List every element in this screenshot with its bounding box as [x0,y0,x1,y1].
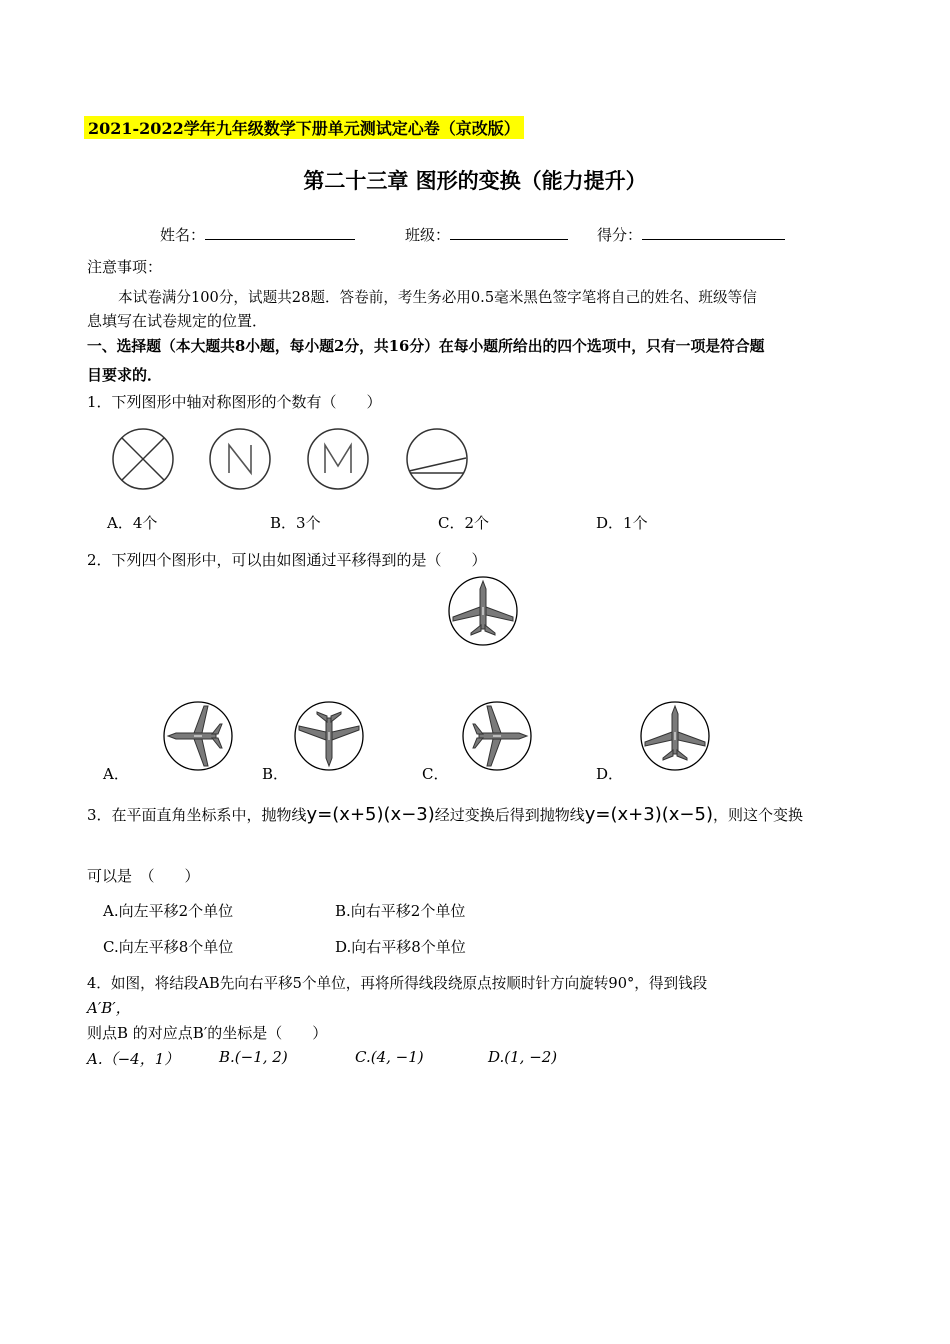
q1-option-d[interactable]: D．1个 [596,514,648,532]
q3-option-c[interactable]: C.向左平移8个单位 [103,938,234,956]
q1-stem: 1．下列图形中轴对称图形的个数有（ ） [87,393,382,411]
q3-stem-c: ，则这个变换 [712,806,803,824]
q2-option-d[interactable]: D． [596,765,624,783]
q3-stem [87,804,803,825]
q3-equation-2: y=(x+3)(x−5) [584,804,713,825]
q4-stem-line2: A′B′， [87,999,131,1017]
notes-line-2: 息填写在试卷规定的位置． [87,312,268,330]
q4-stem-line3: 则点B 的对应点B′的坐标是（ ） [87,1024,328,1042]
q3-stem-line2: 可以是 （ ） [87,867,200,885]
q2-option-a[interactable]: A． [103,765,129,783]
exam-title: 2021-2022学年九年级数学下册单元测试定心卷（京改版） [84,116,524,139]
q1-option-b[interactable]: B．3个 [270,514,321,532]
section1-line-1: 一、选择题（本大题共8小题，每小题2分，共16分）在每小题所给出的四个选项中，只有一项是符合题 [87,338,765,355]
q2-plane-a [164,702,232,770]
class-label: 班级： [405,226,451,244]
q4-option-b[interactable]: B.(−1, 2) [219,1048,288,1066]
q3-option-b[interactable]: B.向右平移2个单位 [335,902,466,920]
chapter-title: 第二十三章 图形的变换（能力提升） [303,168,647,193]
q4-option-c[interactable]: C.(4, −1) [355,1048,424,1066]
q2-plane-d [641,702,709,770]
q2-stem: 2．下列四个图形中，可以由如图通过平移得到的是（ ） [87,551,487,569]
notes-heading: 注意事项： [87,258,163,276]
q2-plane-c [463,702,531,770]
q3-stem-a: 3．在平面直角坐标系中，抛物线 [87,806,307,824]
q3-equation-1: y=(x+5)(x−3) [306,804,435,825]
section1-line-2: 目要求的． [87,366,163,384]
q2-option-b[interactable]: B． [262,765,289,783]
q3-option-a[interactable]: A.向左平移2个单位 [103,902,234,920]
q3-stem-b: 经过变换后得到抛物线 [434,806,585,824]
q1-option-c[interactable]: C．2个 [438,514,490,532]
q3-option-d[interactable]: D.向右平移8个单位 [335,938,466,956]
q4-option-d[interactable]: D.(1, −2) [488,1048,558,1066]
q2-option-c[interactable]: C． [422,765,449,783]
q2-original-plane [449,577,517,645]
q4-stem-line1: 4．如图，将结段AB先向右平移5个单位，再将所得线段绕原点按顺时针方向旋转90°，得到钱段 [87,975,708,992]
name-label: 姓名： [160,226,206,244]
notes-line-1: 本试卷满分100分，试题共28题．答卷前，考生务必用0.5毫米黑色签字笔将自己的姓名、班级等信 [118,289,757,306]
score-label: 得分： [597,226,643,244]
q4-option-a[interactable]: A.（−4，1） [87,1050,180,1068]
q2-plane-b [295,702,363,770]
q1-option-a[interactable]: A．4个 [107,514,158,532]
